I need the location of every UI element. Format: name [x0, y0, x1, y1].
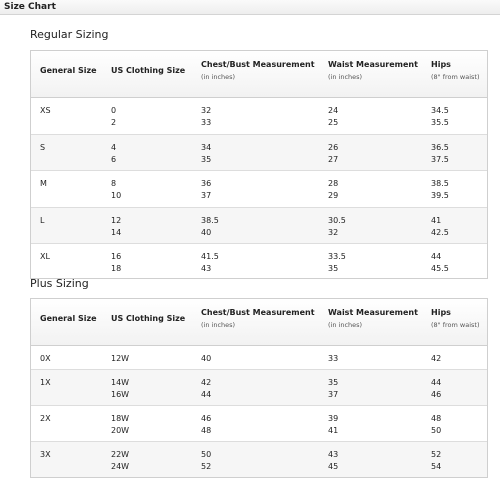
table-row	[31, 406, 487, 442]
cell-chest: 42	[201, 378, 212, 387]
cell-chest: 37	[201, 191, 212, 200]
regular-sizing-title: Regular Sizing	[30, 28, 109, 41]
cell-hips: 48	[431, 414, 442, 423]
cell-chest: 36	[201, 179, 212, 188]
header-chest-bust-label: Chest/Bust Measurement	[201, 308, 315, 317]
cell-hips: 44	[431, 252, 442, 261]
header-waist-unit: (in inches)	[328, 321, 363, 329]
cell-waist: 33.5	[328, 252, 346, 261]
cell-hips: 50	[431, 426, 442, 435]
header-hips	[431, 60, 480, 81]
header-general-size	[40, 66, 97, 75]
cell-waist: 26	[328, 143, 339, 152]
cell-general-size: L	[40, 216, 45, 225]
cell-general-size: 1X	[40, 378, 51, 387]
cell-chest: 52	[201, 462, 212, 471]
cell-hips: 54	[431, 462, 442, 471]
cell-us-size: 10	[111, 191, 122, 200]
cell-waist: 45	[328, 462, 339, 471]
header-chest-bust	[201, 308, 315, 329]
table-row	[31, 171, 487, 208]
cell-us-size: 18	[111, 264, 122, 273]
header-chest-bust-unit: (in inches)	[201, 321, 236, 329]
header-general-size-label: General Size	[40, 314, 97, 323]
cell-hips: 42	[431, 354, 442, 363]
cell-hips: 42.5	[431, 228, 449, 237]
header-us-clothing-size	[111, 314, 185, 323]
header-hips-label: Hips	[431, 60, 451, 69]
cell-chest: 48	[201, 426, 212, 435]
header-us-clothing-size-label: US Clothing Size	[111, 314, 186, 323]
header-us-clothing-size-label: US Clothing Size	[111, 66, 186, 75]
cell-hips: 34.5	[431, 106, 449, 115]
cell-us-size: 0	[111, 106, 117, 115]
cell-chest: 40	[201, 354, 212, 363]
cell-chest: 50	[201, 450, 212, 459]
header-chest-bust	[201, 60, 315, 81]
header-hips-unit: (8" from waist)	[431, 321, 480, 329]
cell-hips: 37.5	[431, 155, 449, 164]
cell-waist: 39	[328, 414, 339, 423]
header-hips-unit: (8" from waist)	[431, 73, 480, 81]
cell-chest: 40	[201, 228, 212, 237]
cell-general-size: 2X	[40, 414, 51, 423]
cell-chest: 38.5	[201, 216, 219, 225]
cell-general-size: M	[40, 179, 47, 188]
cell-hips: 46	[431, 390, 442, 399]
cell-waist: 30.5	[328, 216, 346, 225]
cell-general-size: XS	[40, 106, 51, 115]
cell-us-size: 16W	[111, 390, 130, 399]
header-waist-label: Waist Measurement	[328, 60, 418, 69]
cell-chest: 32	[201, 106, 212, 115]
header-waist	[328, 308, 418, 329]
cell-waist: 35	[328, 264, 339, 273]
cell-general-size: XL	[40, 252, 50, 261]
cell-chest: 41.5	[201, 252, 219, 261]
header-waist	[328, 60, 418, 81]
cell-waist: 24	[328, 106, 339, 115]
header-waist-label: Waist Measurement	[328, 308, 418, 317]
cell-hips: 44	[431, 378, 442, 387]
regular-size-table	[30, 50, 488, 279]
table-header	[31, 51, 487, 98]
header-hips	[431, 308, 480, 329]
cell-hips: 38.5	[431, 179, 449, 188]
cell-hips: 45.5	[431, 264, 449, 273]
header-general-size-label: General Size	[40, 66, 97, 75]
cell-us-size: 16	[111, 252, 122, 261]
cell-chest: 46	[201, 414, 212, 423]
table-row	[31, 244, 487, 278]
table-row	[31, 346, 487, 370]
cell-chest: 35	[201, 155, 212, 164]
header-chest-bust-unit: (in inches)	[201, 73, 236, 81]
cell-us-size: 14W	[111, 378, 130, 387]
cell-hips: 35.5	[431, 118, 449, 127]
cell-waist: 43	[328, 450, 339, 459]
cell-chest: 43	[201, 264, 212, 273]
cell-chest: 44	[201, 390, 212, 399]
cell-waist: 28	[328, 179, 339, 188]
header-chest-bust-label: Chest/Bust Measurement	[201, 60, 315, 69]
header-hips-label: Hips	[431, 308, 451, 317]
header-waist-unit: (in inches)	[328, 73, 363, 81]
cell-waist: 35	[328, 378, 339, 387]
table-row	[31, 370, 487, 406]
cell-waist: 29	[328, 191, 339, 200]
cell-hips: 52	[431, 450, 442, 459]
plus-sizing-title: Plus Sizing	[30, 277, 89, 290]
cell-us-size: 14	[111, 228, 122, 237]
cell-us-size: 12	[111, 216, 122, 225]
plus-size-table	[30, 298, 488, 478]
cell-us-size: 6	[111, 155, 117, 164]
cell-waist: 41	[328, 426, 339, 435]
page-title: Size Chart	[4, 2, 56, 12]
cell-us-size: 24W	[111, 462, 130, 471]
cell-waist: 27	[328, 155, 339, 164]
cell-waist: 25	[328, 118, 339, 127]
table-row	[31, 208, 487, 244]
table-header	[31, 299, 487, 346]
cell-us-size: 8	[111, 179, 117, 188]
cell-us-size: 4	[111, 143, 117, 152]
header-general-size	[40, 314, 97, 323]
cell-us-size: 18W	[111, 414, 130, 423]
cell-waist: 37	[328, 390, 339, 399]
cell-hips: 39.5	[431, 191, 449, 200]
table-row	[31, 98, 487, 135]
cell-general-size: 0X	[40, 354, 51, 363]
cell-waist: 32	[328, 228, 339, 237]
cell-general-size: 3X	[40, 450, 51, 459]
header-us-clothing-size	[111, 66, 185, 75]
cell-general-size: S	[40, 143, 46, 152]
cell-chest: 33	[201, 118, 212, 127]
cell-hips: 36.5	[431, 143, 449, 152]
cell-waist: 33	[328, 354, 339, 363]
cell-us-size: 12W	[111, 354, 130, 363]
table-row	[31, 135, 487, 171]
cell-us-size: 22W	[111, 450, 130, 459]
cell-chest: 34	[201, 143, 212, 152]
cell-us-size: 20W	[111, 426, 130, 435]
cell-hips: 41	[431, 216, 442, 225]
page-header	[0, 0, 500, 15]
cell-us-size: 2	[111, 118, 117, 127]
